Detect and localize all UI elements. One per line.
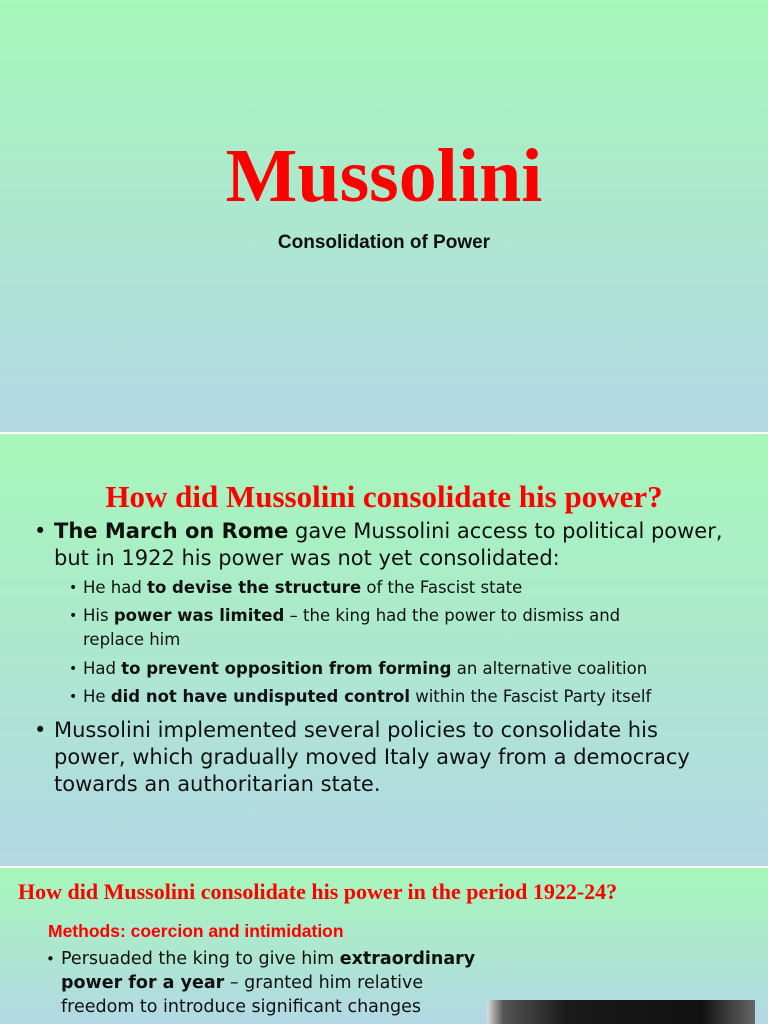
- bullet-icon: •: [69, 661, 78, 677]
- bullet-icon: •: [34, 718, 47, 742]
- sub-bullet-text: – the king had the power to dismiss and: [284, 606, 621, 625]
- title-slide: [0, 0, 768, 432]
- historical-photo: [487, 1000, 755, 1024]
- sub-bullet-item: [69, 657, 733, 681]
- bullet-bold-text: The March on Rome: [54, 519, 289, 543]
- sub-bullet-text: He: [83, 687, 111, 706]
- sub-bullet-text: of the Fascist state: [361, 578, 523, 597]
- bullet-text: power, which gradually moved Italy away from a democracy: [54, 745, 690, 769]
- bullet-bold-text: extraordinary: [339, 949, 476, 969]
- sub-bullet-text: replace him: [83, 630, 181, 649]
- content-slide: [0, 868, 768, 1024]
- sub-bullet-text: within the Fascist Party itself: [409, 687, 652, 706]
- bullet-item: [34, 717, 754, 798]
- sub-bullet-item: [69, 604, 733, 652]
- slide-subtitle: Consolidation of Power: [277, 232, 491, 253]
- sub-bullet-text: Had: [83, 659, 122, 678]
- bullet-text: freedom to introduce significant changes: [61, 997, 421, 1017]
- bullet-text: – granted him relative: [224, 973, 424, 993]
- slide-title: How did Mussolini consolidate his power in the period 1922-24?: [18, 879, 618, 904]
- content-slide: [0, 434, 768, 866]
- bullet-icon: •: [69, 689, 78, 705]
- bullet-text: Persuaded the king to give him: [61, 949, 340, 969]
- sub-bullet-item: [69, 685, 733, 709]
- bullet-text: towards an authoritarian state.: [54, 772, 381, 796]
- slide-subtitle: Methods: coercion and intimidation: [48, 921, 344, 941]
- bullet-item: [46, 947, 481, 1019]
- sub-bullet-text: His: [83, 606, 114, 625]
- bullet-text: Mussolini implemented several policies to consolidate his: [54, 718, 658, 742]
- slide-title: How did Mussolini consolidate his power?: [105, 479, 663, 514]
- sub-bullet-text: an alternative coalition: [451, 659, 648, 678]
- slide-title: Mussolini: [225, 134, 543, 218]
- bullet-item: [34, 518, 754, 572]
- bullet-icon: •: [34, 519, 47, 543]
- bullet-text: gave Mussolini access to political power,: [288, 519, 723, 543]
- sub-bullet-bold-text: did not have undisputed control: [110, 687, 410, 706]
- bullet-icon: •: [69, 580, 78, 596]
- bullet-icon: •: [69, 608, 78, 624]
- sub-bullet-bold-text: to prevent opposition from forming: [121, 659, 452, 678]
- sub-bullet-text: He had: [83, 578, 148, 597]
- bullet-bold-text: power for a year: [61, 973, 225, 993]
- sub-bullet-bold-text: to devise the structure: [147, 578, 362, 597]
- bullet-icon: •: [46, 950, 55, 968]
- sub-bullet-bold-text: power was limited: [113, 606, 285, 625]
- bullet-text: but in 1922 his power was not yet consolidated:: [54, 546, 560, 570]
- sub-bullet-item: [69, 576, 733, 600]
